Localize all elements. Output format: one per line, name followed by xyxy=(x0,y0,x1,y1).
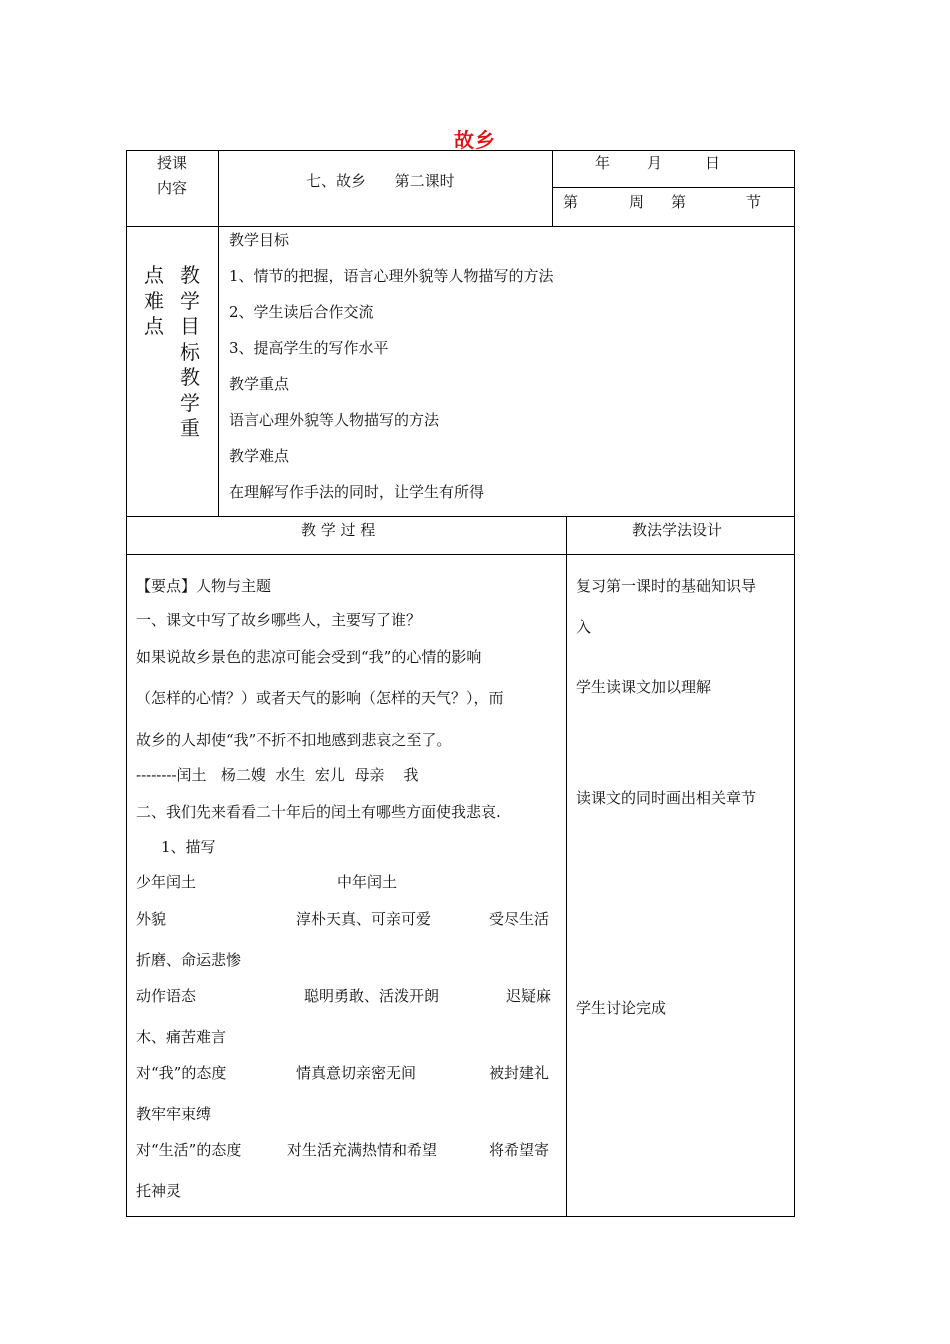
objectives-line: 教学目标 xyxy=(229,231,290,249)
comparison-young-value: 对生活充满热情和希望 xyxy=(287,1141,438,1159)
week-prefix: 第 xyxy=(563,193,579,211)
objectives-line: 语言心理外貌等人物描写的方法 xyxy=(229,411,440,429)
comparison-young-value: 淳朴天真、可亲可爱 xyxy=(296,910,432,928)
comparison-header-middle: 中年闰土 xyxy=(337,873,398,891)
week-label: 周 xyxy=(629,193,645,211)
process-line: 一、课文中写了故乡哪些人，主要写了谁？ xyxy=(136,611,422,629)
comparison-young-value: 情真意切亲密无间 xyxy=(296,1064,417,1082)
process-line: 二、我们先来看看二十年后的闰土有哪些方面使我悲哀. xyxy=(136,803,501,821)
objectives-line: 1、情节的把握，语言心理外貌等人物描写的方法 xyxy=(229,267,554,285)
process-line: 1、描写 xyxy=(161,838,216,856)
lesson-content: 七、故乡 第二课时 xyxy=(306,172,455,190)
process-line: --------闰土 杨二嫂 水生 宏儿 母亲 我 xyxy=(136,766,419,784)
page-title: 故乡 xyxy=(454,128,496,152)
comparison-middle-value: 迟疑麻 xyxy=(506,987,552,1005)
date-month: 月 xyxy=(647,154,663,172)
objectives-line: 教学重点 xyxy=(229,375,290,393)
comparison-header-young: 少年闰土 xyxy=(136,873,197,891)
header-table xyxy=(126,150,795,227)
comparison-row-label: 外貌 xyxy=(136,910,167,928)
comparison-middle-continued: 折磨、命运悲惨 xyxy=(136,951,242,969)
section-label: 节 xyxy=(746,193,762,211)
method-note: 读课文的同时画出相关章节 xyxy=(576,789,757,807)
comparison-middle-value: 受尽生活 xyxy=(489,910,550,928)
process-line: 【要点】人物与主题 xyxy=(136,577,272,595)
comparison-middle-continued: 木、痛苦难言 xyxy=(136,1028,227,1046)
comparison-middle-continued: 教牢牢束缚 xyxy=(136,1105,212,1123)
section-prefix: 第 xyxy=(671,193,687,211)
objectives-side-label-col1: 教学目标教学重 xyxy=(180,263,200,440)
method-note: 复习第一课时的基础知识导 xyxy=(576,577,757,595)
process-header-left: 教 学 过 程 xyxy=(301,521,376,539)
objectives-side-label-col2: 点难点 xyxy=(144,263,164,338)
objectives-line: 2、学生读后合作交流 xyxy=(229,303,374,321)
comparison-row-label: 对“生活”的态度 xyxy=(136,1141,242,1159)
date-day: 日 xyxy=(705,154,721,172)
comparison-row-label: 对“我”的态度 xyxy=(136,1064,227,1082)
comparison-middle-value: 被封建礼 xyxy=(489,1064,550,1082)
process-line: 故乡的人却使“我”不折不扣地感到悲哀之至了。 xyxy=(136,731,452,749)
process-line: 如果说故乡景色的悲凉可能会受到“我”的心情的影响 xyxy=(136,648,482,666)
method-note: 学生读课文加以理解 xyxy=(576,678,712,696)
objectives-line: 在理解写作手法的同时，让学生有所得 xyxy=(229,483,485,501)
objectives-line: 3、提高学生的写作水平 xyxy=(229,339,389,357)
process-header-right: 教法学法设计 xyxy=(632,521,723,539)
process-line: （怎样的心情？）或者天气的影响（怎样的天气？），而 xyxy=(136,689,504,707)
comparison-young-value: 聪明勇敢、活泼开朗 xyxy=(304,987,440,1005)
method-note: 入 xyxy=(576,618,592,636)
date-year: 年 xyxy=(595,154,611,172)
objectives-line: 教学难点 xyxy=(229,447,290,465)
method-note: 学生讨论完成 xyxy=(576,999,667,1017)
comparison-row-label: 动作语态 xyxy=(136,987,197,1005)
comparison-middle-continued: 托神灵 xyxy=(136,1182,182,1200)
header-label-line2: 内容 xyxy=(157,179,188,197)
header-label-line1: 授课 xyxy=(157,154,188,172)
comparison-middle-value: 将希望寄 xyxy=(489,1141,550,1159)
